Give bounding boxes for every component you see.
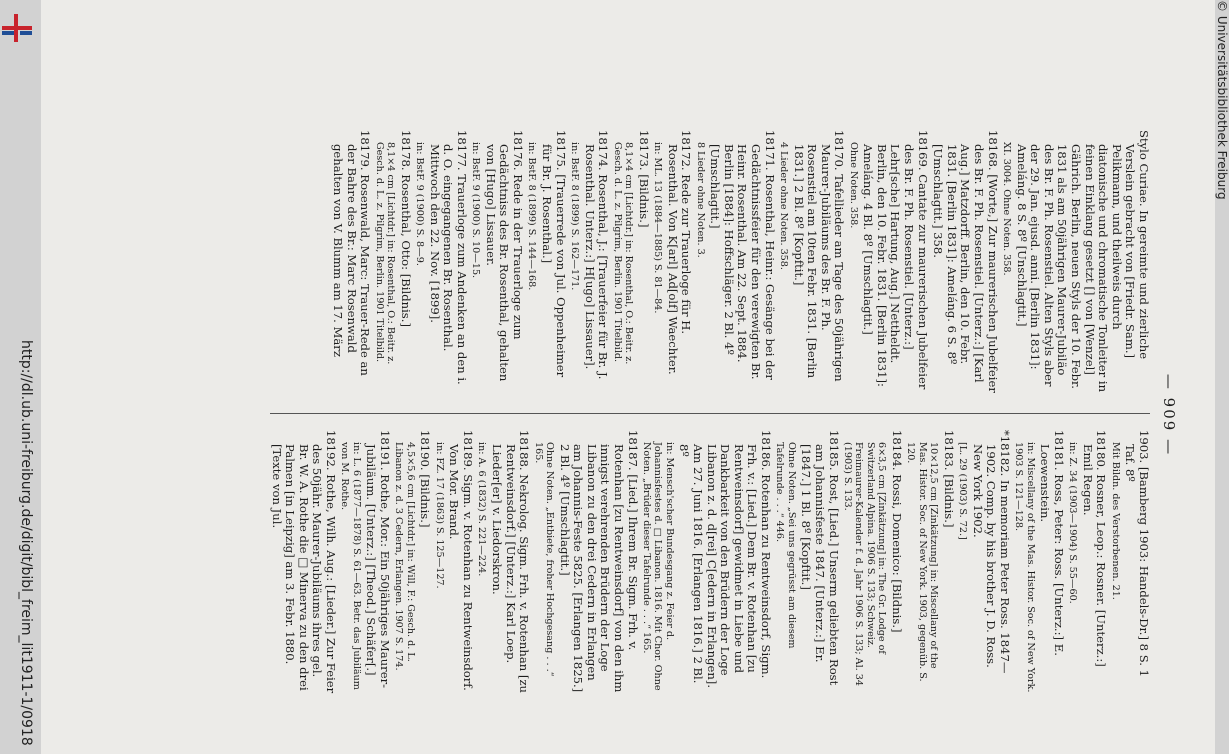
bibliography-entry: 18168. [Worte,] Zur maurerischen Jubelfeier des Br. F. Ph. Rosenstiel. [Unterz.:] [Karl Aug.] Matzdorff. Berlin, den 10. Febr. 1831. [Berlin 1831]: Ameláng. 6 S. 8º [Umschlagtit.] 358.: [931, 130, 1000, 393]
entry-note: in: Z. 34 (1903—1904) S. 55—60.: [1067, 442, 1079, 604]
page-number: — 909 —: [1160, 373, 1178, 457]
bibliography-entry: 18188. Nekrolog. Sigm. Frh. v. Rotenhan [zu Rentweinsdorf.] [Unterz.:] Karl Loep. Lieder[er] v. Liedorskron.: [490, 430, 532, 694]
bibliography-entry: *18182. In memoriam Peter Ross. 1847—1902. Comp. by his brother J. D. Ross. New York 1902.: [970, 430, 1012, 674]
entry-note: Ohne Noten. „Sei uns gegrüsst am diesem Tafelrunde . . .“ 446.: [774, 442, 797, 649]
column-divider: [270, 413, 1150, 414]
bibliography-entry: 18174. Rosenthal, J.: [Trauerfeier für Br. J. Rosenthal. Unterz.:] H[ugo] Lissauer].: [582, 130, 611, 380]
bibliography-entry: 18170. Tafellieder am Tage des 50jährigen Maurer-Jubiläums des Br. F. Ph. Rosenstiel am 10ten Febr. 1831. [Berlin 1831.] 2 Bl. 8º [Kopftit.]: [791, 130, 847, 382]
bibliography-entry: 18192. Rothe, Wilh. Aug.: [Lieder.] Zur Feier des 50jähr. Maurer-Jubiläums ihres gel. Br. W. A. Rothe die □ Minerva zu den drei Palmen [in Leipzig] am 3. Febr. 1880. [Texte von Jul.: [269, 430, 339, 694]
entry-note: 8,1×4 cm [Lichtdr.] in: Rosenthal, O.: Beitr. z. Gesch. d. L. z. Pilgrim, Berlin. 1901 Titelbild.: [373, 142, 396, 365]
entry-note: in: BstF. 8 (1899) S. 162—171.: [568, 142, 580, 291]
bibliography-entry: 18172. Rede zur Trauerloge für H. Rosenthal. Von K[arl] Ad[olf] Waechter.: [665, 130, 694, 375]
entry-note: in: A. 6 (1832) S. 221—224.: [476, 442, 488, 577]
entry-note: Mit Bildn. des Verstorbenen. 21.: [1109, 442, 1121, 600]
left-viewer-strip: [0, 0, 41, 754]
entry-note: in: BstF. 9 (1900) S. 8—9.: [414, 142, 425, 266]
right-column: [267, 430, 1150, 695]
bibliography-entry: Stylo Curiae. In gereimte und zierliche Verslein gebracht von [Friedr. Sam.] Pelikmann, und theilweis durch diatonische und chromatische Tonleiter in feinen Einklang gesetzt [] von [Wenzel] Gährich. Berlin, neuen Styls der 10. Febr. 1831 als am 50jährigen Maurer-Jubiläo des Br. F. Ph. Rosenstiel. Alten Styls aber der 29. Jan. ejusd. anni. [Berlin 1831]: Ameláng. 8 S. 8º [Unschlagtit.]: [1014, 130, 1151, 393]
bibliography-entry: 18178. Rosenthal, Otto: [Bildnis.]: [398, 130, 413, 327]
entry-note: 4 Lieder ohne Noten. 358.: [777, 142, 789, 270]
scanned-page: [41, 0, 1215, 754]
rotated-page-content: [150, 130, 1178, 700]
entry-note: XI. 3004. Ohne Noten. 358.: [1001, 142, 1013, 276]
entry-note: Ohne Noten. „Entbiete, froher Hochgesang . . .“ 165.: [532, 442, 556, 677]
bibliography-entry: 18184. Rossi, Domenico: [Bildnis.]: [889, 430, 904, 633]
bibliography-entry: 18179. Rosenwald, Marc: Trauer-Rede an der Bahre des Br.: Marc Rosenwald gehalten von V. Blumm am 17. März: [331, 130, 373, 376]
bibliography-entry: 18183. [Bildnis.]: [941, 430, 956, 528]
entry-note: in: L. 6 (1877—1878) S. 61—63. Betr. das Jubiläum von M. Rothe.: [339, 442, 362, 690]
url-container: [14, 340, 40, 754]
bibliography-entry: 18171. Rosenthal, Heinr.: Gesänge bei der Gedächtnissfeier für den verewigten Br. Heinr. Rosenthal. Am 22. Sept. 1884. Berlin [1884]: Hoffschläger. 2 Bl. 4º [Umschlagtit.]: [708, 130, 777, 380]
bibliography-entry: 18186. Rotenhan zu Rentweinsdorf, Sigm. Frh. v.: [Lied.] Dem Br. v. Rotenhan [zu Rentweinsdorf] gewidmet in Liebe und Dankbarkeit von den Brüdern der Loge Libanon z. d. d[rei] C[edern in Erlangen]. Am 27. Juni 1816. [Erlangen 1816.] 2 Bl. 8º: [677, 430, 773, 689]
entry-note: in: Miscellany of the Mas. Histor. Soc. of New York. 1903 S. 121—128.: [1013, 442, 1036, 693]
entry-note: in: BstF. 9 (1900) S. 10—15.: [470, 142, 482, 279]
entry-note: in: Mensch'scher Bundesgang z. Feier d. Johannisfestes d. □ Libanon. 1816. Mit Chor. Ohne Noten. „Brüder dieser Tafelrunde . . .“ 165.: [641, 442, 675, 691]
bibliography-entry: 1903. [Bamberg 1903: Handels-Dr.] 8 S. 1 Taf. 8º: [1123, 430, 1151, 677]
entry-note: 8,1×4 cm [Lichtdr.] in: Rosenthal, O.: Beitr. z. Gesch. d. L. z. Pilgrim, Berlin. 1901 Titelbild.: [611, 142, 634, 365]
entry-note: 10×12,5 cm [Zinkätzung] in: Miscellany of the Mas. Histor. Soc. of New York. 1903, gegenüb. S. 120.: [905, 442, 940, 682]
entry-note: 8 Lieder ohne Noten. 3.: [694, 142, 706, 258]
bibliography-entry: 18185. Rost, [Lied.] Unserm geliebten Rost am Johannisfeste 1847. [Unterz.:] Er. [1847.] 1 Bl. 8º [Kopftit.]: [799, 430, 841, 686]
bibliography-entry: 18175. [Trauerrede von Jul. Oppenheimer für Br. J. Rosenthal.]: [539, 130, 568, 378]
bibliography-entry: 18189. Sigm. v. Rotenhan zu Rentweinsdorf. Von Mor. Brand.: [447, 430, 476, 691]
entry-note: 4,5×5,6 cm [Lichtdr.] in: Will, F.: Gesch. d. L. Libanon z. d. 3 Cedern, Erlangen. 1907 S. 174.: [393, 442, 416, 671]
bibliography-entry: 18181. Ross, Peter: Ross. [Unterz.:] E. Loewenstein.: [1038, 430, 1066, 656]
entry-note: in: ML. 13 (1884—1885) S. 81—84.: [651, 142, 663, 314]
bibliography-entry: 18191. Rothe, Mor.: Ein 50jähriges Maurer-Jubiläum. [Unterz.:] [Theod.] Schäfer[.]: [364, 430, 393, 689]
entry-note: 6×3,5 cm [Zinkätzung] in: The Gr. Lodge of Switzerland Alpina. 1906 S. 133; Schweiz. Freimaurer-Kalender f. d. Jahr 1906 S. 133; Al. 34 (1903) S. 133.: [842, 442, 888, 686]
bibliography-entry: 18169. Cantate zur maurerischen Jubelfeier des Br. F. Ph. Rosenstiel. [Unterz.:] Lehr[sche] Hartung, Aug.] Nettheldt. Berlin, den 10. Febr. 1831. [Berlin 1831]: Ameláng. 4 Bl. 8º [Umschlagtit.]: [861, 130, 930, 390]
bibliography-entry: 18176. Rede in der Trauerloge zum Gedächtniss des Br. Rosenthal, gehalten von [Hugo] Lissauer.: [483, 130, 525, 382]
bibliography-entry: 18190. [Bildnis.]: [418, 430, 433, 528]
entry-note: Ohne Noten. 358.: [847, 142, 859, 229]
left-column: [328, 130, 1150, 395]
bibliography-entry: 18180. Rosner, Leop.: Rosner. [Unterz.:] Emil Regen.: [1080, 430, 1109, 667]
right-viewer-strip: [1215, 0, 1229, 754]
library-logo-icon: [2, 14, 32, 42]
document-url[interactable]: http://dl.ub.uni-freiburg.de/digit/bibl_freim_lit1911-1/0918: [18, 340, 34, 746]
entry-note: in: FZ. 17 (1863) S. 125—127.: [433, 442, 445, 589]
bibliography-entry: 18177. Trauerloge zum Andenken an den i. d. O. eingegangenen Br. Rosenthal. Mittwoch den 22. Nov. [1899].: [427, 130, 469, 385]
copyright-label: © Universitätsbibliothek Freiburg: [1215, 0, 1229, 200]
entry-note: in: BstF. 8 (1899) S. 144—168.: [526, 142, 538, 291]
entry-note: [L. 29 (1903) S. 72.]: [957, 442, 969, 540]
bibliography-entry: 18173. [Bildnis.]: [636, 130, 651, 228]
bibliography-entry: 18187. [Lied.] Ihrem Br. Sigm. Frh. v. Rotenhan [zu Rentweinsdorf] von den ihm innigst verehrenden Brüdern der Loge Libanon zu den drei Cedern in Erlangen am Johannis-Feste 5825. [Erlangen 1825.] 2 Bl. 4º [Umschlagtit.]: [557, 430, 640, 693]
